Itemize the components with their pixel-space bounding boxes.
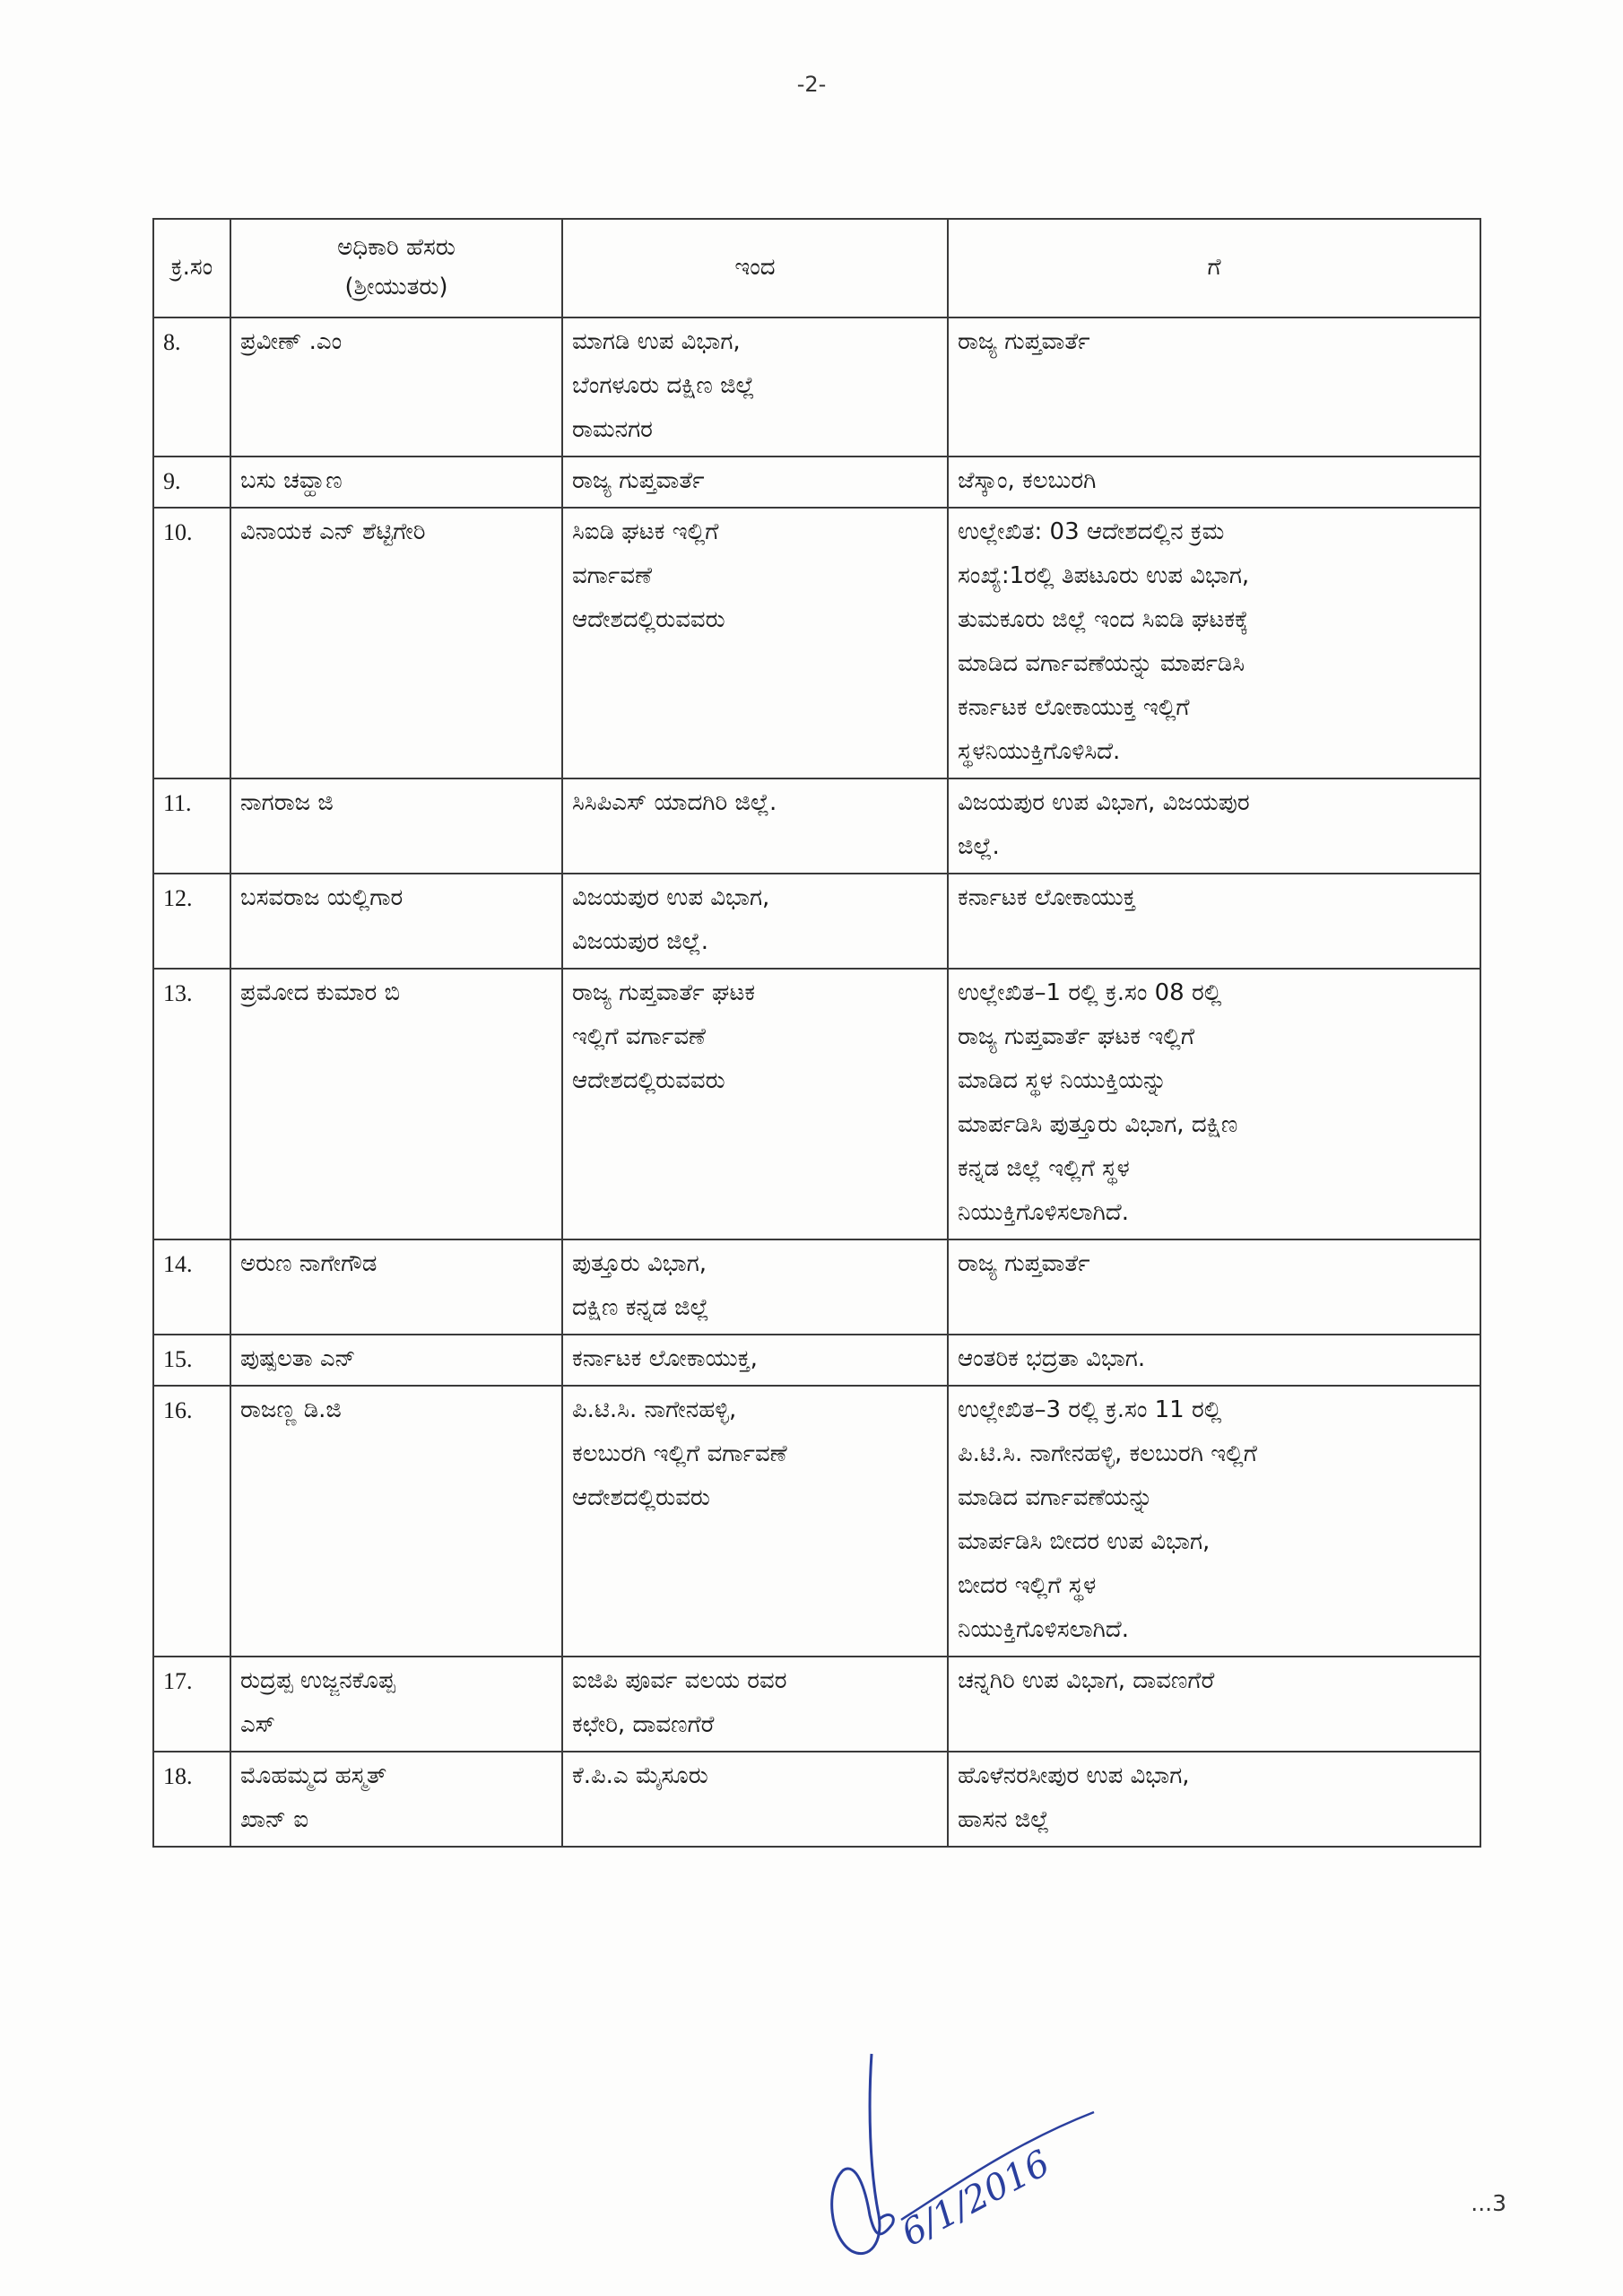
officer-name — [230, 317, 562, 457]
from-posting-line: ಆದೇಶದಲ್ಲಿರುವವರು — [572, 606, 725, 633]
to-posting — [948, 969, 1480, 1239]
table-row — [153, 317, 1480, 457]
from-posting-line: ಆದೇಶದಲ್ಲಿರುವವರು — [572, 1067, 725, 1094]
to-posting — [948, 1657, 1480, 1752]
table-row — [153, 508, 1480, 778]
to-posting-line: ಜಿಲ್ಲೆ. — [958, 833, 1000, 860]
officer-name-line: ಎಸ್ — [240, 1711, 275, 1738]
officer-name-line: ಅರುಣ ನಾಗೇಗೌಡ — [240, 1250, 378, 1277]
from-posting — [562, 1386, 948, 1657]
to-posting-line: ಮಾಡಿದ ವರ್ಗಾವಣೆಯನ್ನು — [958, 1484, 1153, 1511]
to-posting-line: ಉಲ್ಲೇಖಿತ: 03 ಆದೇಶದಲ್ಲಿನ ಕ್ರಮ — [958, 518, 1225, 545]
to-posting — [948, 508, 1480, 778]
from-posting — [562, 969, 948, 1239]
from-posting-line: ಐಜಿಪಿ ಪೂರ್ವ ವಲಯ ರವರ — [572, 1667, 787, 1694]
from-posting-line: ರಾಜ್ಯ ಗುಪ್ತವಾರ್ತೆ ಘಟಕ — [572, 979, 756, 1006]
from-posting — [562, 874, 948, 969]
header-serial: ಕ್ರ.ಸಂ — [153, 219, 230, 317]
to-posting-line: ಜೆಸ್ಕಾಂ, ಕಲಬುರಗಿ — [958, 467, 1097, 494]
to-posting-line: ಹಾಸನ ಜಿಲ್ಲೆ — [958, 1806, 1050, 1833]
serial-number: 17. — [153, 1657, 230, 1752]
header-to: ಗೆ — [948, 219, 1480, 317]
page-continuation: ...3 — [1471, 2190, 1506, 2216]
from-posting — [562, 1752, 948, 1847]
table-row — [153, 1386, 1480, 1657]
to-posting — [948, 1335, 1480, 1386]
to-posting-line: ವಿಜಯಪುರ ಉಪ ವಿಭಾಗ, ವಿಜಯಪುರ — [958, 789, 1250, 816]
table-row — [153, 1752, 1480, 1847]
table-row — [153, 457, 1480, 508]
to-posting — [948, 778, 1480, 874]
to-posting-line: ಸ್ಥಳನಿಯುಕ್ತಿಗೊಳಿಸಿದೆ. — [958, 738, 1121, 765]
officer-name-line: ಮೊಹಮ್ಮದ ಹಸ್ಮತ್ — [240, 1762, 387, 1789]
table-body — [153, 317, 1480, 1847]
to-posting-line: ಕರ್ನಾಟಕ ಲೋಕಾಯುಕ್ತ — [958, 884, 1136, 911]
page-number: -2- — [796, 72, 827, 97]
serial-number: 15. — [153, 1335, 230, 1386]
to-posting-line: ಬೀದರ ಇಲ್ಲಿಗೆ ಸ್ಥಳ — [958, 1572, 1097, 1599]
officer-name — [230, 508, 562, 778]
to-posting-line: ಉಲ್ಲೇಖಿತ–3 ರಲ್ಲಿ ಕ್ರ.ಸಂ 11 ರಲ್ಲಿ — [958, 1396, 1222, 1423]
officer-name-line: ಬಸವರಾಜ ಯಲ್ಲಿಗಾರ — [240, 884, 404, 911]
officer-name — [230, 1239, 562, 1335]
officer-name-line: ಪುಷ್ಪಲತಾ ಎನ್ — [240, 1345, 356, 1372]
to-posting-line: ರಾಜ್ಯ ಗುಪ್ತವಾರ್ತೆ — [958, 1250, 1090, 1277]
from-posting-line: ಬೆಂಗಳೂರು ದಕ್ಷಿಣ ಜಿಲ್ಲೆ — [572, 372, 755, 399]
officer-name — [230, 1752, 562, 1847]
officer-name — [230, 1657, 562, 1752]
serial-number: 14. — [153, 1239, 230, 1335]
officer-name-line: ರಾಜಣ್ಣ ಡಿ.ಜಿ — [240, 1396, 342, 1423]
from-posting-line: ದಕ್ಷಿಣ ಕನ್ನಡ ಜಿಲ್ಲೆ — [572, 1294, 709, 1321]
to-posting — [948, 874, 1480, 969]
from-posting — [562, 457, 948, 508]
to-posting-line: ನಿಯುಕ್ತಿಗೊಳಿಸಲಾಗಿದೆ. — [958, 1616, 1129, 1643]
officer-name — [230, 874, 562, 969]
signature — [816, 2036, 1121, 2269]
to-posting-line: ಪಿ.ಟಿ.ಸಿ. ನಾಗೇನಹಳ್ಳಿ, ಕಲಬುರಗಿ ಇಲ್ಲಿಗೆ — [958, 1440, 1257, 1467]
from-posting-line: ಕಛೇರಿ, ದಾವಣಗೆರೆ — [572, 1711, 715, 1738]
to-posting-line: ಸಂಖ್ಯೆ:1ರಲ್ಲಿ ತಿಪಟೂರು ಉಪ ವಿಭಾಗ, — [958, 562, 1250, 589]
officer-name-line: ವಿನಾಯಕ ಎನ್ ಶೆಟ್ಟಿಗೇರಿ — [240, 518, 426, 545]
officer-name-line: ನಾಗರಾಜ ಜಿ — [240, 789, 334, 816]
officer-name-line: ಖಾನ್ ಐ — [240, 1806, 309, 1833]
to-posting-line: ಮಾಡಿದ ಸ್ಥಳ ನಿಯುಕ್ತಿಯನ್ನು — [958, 1067, 1167, 1094]
from-posting-line: ರಾಜ್ಯ ಗುಪ್ತವಾರ್ತೆ — [572, 467, 705, 494]
serial-number: 10. — [153, 508, 230, 778]
signature-stroke — [832, 2054, 894, 2254]
to-posting — [948, 317, 1480, 457]
header-officer-name-line2: (ಶ್ರೀಯುತರು) — [344, 274, 448, 300]
from-posting-line: ರಾಮನಗರ — [572, 416, 653, 443]
to-posting-line: ಕನ್ನಡ ಜಿಲ್ಲೆ ಇಲ್ಲಿಗೆ ಸ್ಥಳ — [958, 1155, 1130, 1182]
serial-number: 16. — [153, 1386, 230, 1657]
table-row — [153, 969, 1480, 1239]
from-posting-line: ಮಾಗಡಿ ಉಪ ವಿಭಾಗ, — [572, 328, 741, 355]
from-posting-line: ಆದೇಶದಲ್ಲಿರುವರು — [572, 1484, 710, 1511]
table-header-row — [153, 219, 1480, 317]
to-posting-line: ಕರ್ನಾಟಕ ಲೋಕಾಯುಕ್ತ ಇಲ್ಲಿಗೆ — [958, 694, 1190, 721]
table-row — [153, 778, 1480, 874]
from-posting — [562, 317, 948, 457]
to-posting-line: ರಾಜ್ಯ ಗುಪ್ತವಾರ್ತೆ — [958, 328, 1090, 355]
table-row — [153, 1239, 1480, 1335]
from-posting-line: ವಿಜಯಪುರ ಜಿಲ್ಲೆ. — [572, 928, 708, 955]
to-posting-line: ಆಂತರಿಕ ಭದ್ರತಾ ವಿಭಾಗ. — [958, 1345, 1146, 1372]
from-posting-line: ಕೆ.ಪಿ.ಎ ಮೈಸೂರು — [572, 1762, 708, 1789]
to-posting-line: ಮಾರ್ಪಡಿಸಿ ಪುತ್ತೂರು ವಿಭಾಗ, ದಕ್ಷಿಣ — [958, 1111, 1238, 1138]
from-posting-line: ವರ್ಗಾವಣೆ — [572, 562, 653, 589]
officer-name — [230, 1386, 562, 1657]
from-posting-line: ಕಲಬುರಗಿ ಇಲ್ಲಿಗೆ ವರ್ಗಾವಣೆ — [572, 1440, 787, 1467]
officer-name — [230, 778, 562, 874]
serial-number: 13. — [153, 969, 230, 1239]
officer-name — [230, 969, 562, 1239]
to-posting-line: ಮಾಡಿದ ವರ್ಗಾವಣೆಯನ್ನು ಮಾರ್ಪಡಿಸಿ — [958, 650, 1245, 677]
from-posting — [562, 778, 948, 874]
to-posting — [948, 457, 1480, 508]
header-officer-name-line1: ಅಧಿಕಾರಿ ಹೆಸರು — [337, 234, 456, 261]
table-row — [153, 874, 1480, 969]
from-posting — [562, 1239, 948, 1335]
from-posting-line: ಕರ್ನಾಟಕ ಲೋಕಾಯುಕ್ತ, — [572, 1345, 758, 1372]
officer-name — [230, 457, 562, 508]
officer-name-line: ಬಸು ಚವ್ಹಾಣ — [240, 467, 343, 494]
serial-number: 9. — [153, 457, 230, 508]
to-posting-line: ನಿಯುಕ್ತಿಗೊಳಿಸಲಾಗಿದೆ. — [958, 1199, 1129, 1226]
from-posting-line: ವಿಜಯಪುರ ಉಪ ವಿಭಾಗ, — [572, 884, 770, 911]
serial-number: 12. — [153, 874, 230, 969]
to-posting — [948, 1386, 1480, 1657]
officer-name-line: ರುದ್ರಪ್ಪ ಉಜ್ಜನಕೊಪ್ಪ — [240, 1667, 395, 1694]
from-posting-line: ಸಿಸಿಪಿಎಸ್ ಯಾದಗಿರಿ ಜಿಲ್ಲೆ. — [572, 789, 777, 816]
to-posting — [948, 1239, 1480, 1335]
from-posting-line: ಇಲ್ಲಿಗೆ ವರ್ಗಾವಣೆ — [572, 1023, 706, 1050]
to-posting-line: ಹೊಳೆನರಸೀಪುರ ಉಪ ವಿಭಾಗ, — [958, 1762, 1190, 1789]
transfer-table — [152, 218, 1481, 1848]
from-posting — [562, 508, 948, 778]
from-posting-line: ಸಿಐಡಿ ಘಟಕ ಇಲ್ಲಿಗೆ — [572, 518, 719, 545]
from-posting — [562, 1657, 948, 1752]
from-posting-line: ಪಿ.ಟಿ.ಸಿ. ನಾಗೇನಹಳ್ಳಿ, — [572, 1396, 737, 1423]
officer-name-line: ಪ್ರಮೋದ ಕುಮಾರ ಬಿ — [240, 979, 401, 1006]
to-posting-line: ತುಮಕೂರು ಜಿಲ್ಲೆ ಇಂದ ಸಿಐಡಿ ಘಟಕಕ್ಕೆ — [958, 606, 1249, 633]
serial-number: 18. — [153, 1752, 230, 1847]
to-posting — [948, 1752, 1480, 1847]
serial-number: 8. — [153, 317, 230, 457]
signature-date: 6/1/2016 — [895, 2142, 1057, 2255]
table-row — [153, 1335, 1480, 1386]
officer-name — [230, 1335, 562, 1386]
serial-number: 11. — [153, 778, 230, 874]
header-from: ಇಂದ — [562, 219, 948, 317]
to-posting-line: ಉಲ್ಲೇಖಿತ–1 ರಲ್ಲಿ ಕ್ರ.ಸಂ 08 ರಲ್ಲಿ — [958, 979, 1222, 1006]
table-row — [153, 1657, 1480, 1752]
from-posting — [562, 1335, 948, 1386]
officer-name-line: ಪ್ರವೀಣ್ .ಎಂ — [240, 328, 343, 355]
to-posting-line: ಚನ್ನಗಿರಿ ಉಪ ವಿಭಾಗ, ದಾವಣಗೆರೆ — [958, 1667, 1215, 1694]
to-posting-line: ರಾಜ್ಯ ಗುಪ್ತವಾರ್ತೆ ಘಟಕ ಇಲ್ಲಿಗೆ — [958, 1023, 1195, 1050]
from-posting-line: ಪುತ್ತೂರು ವಿಭಾಗ, — [572, 1250, 707, 1277]
to-posting-line: ಮಾರ್ಪಡಿಸಿ ಬೀದರ ಉಪ ವಿಭಾಗ, — [958, 1528, 1211, 1555]
header-officer-name — [230, 219, 562, 317]
